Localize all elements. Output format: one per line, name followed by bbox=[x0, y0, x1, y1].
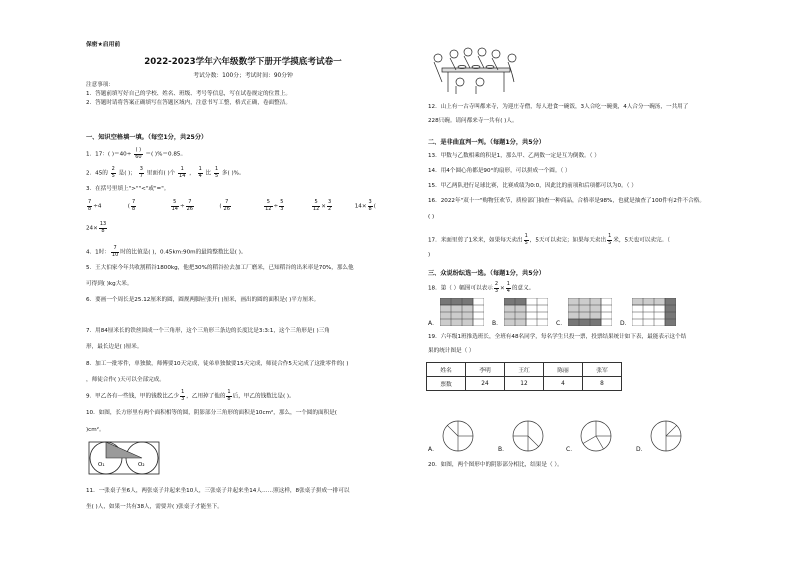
q19-option-d-pie[interactable] bbox=[650, 420, 682, 452]
numerator: 1 bbox=[506, 281, 510, 287]
exam-title: 2022-2023学年六年级数学下册开学摸底考试卷一 bbox=[144, 57, 342, 67]
o2-label: O₂ bbox=[138, 462, 145, 468]
question-8-line: 8．加工一批零件，单独做，师傅要10天完成，徒弟单独做要15天完成，师徒合作5天完成了这批零件的( ) bbox=[86, 361, 349, 367]
operand: 24× bbox=[86, 225, 98, 232]
section-2-heading: 二、是非曲直判一判。（每题1分，共5分） bbox=[428, 139, 545, 146]
question-3: 3．在括号里填上">""<"或"="。 bbox=[86, 186, 170, 192]
q19-option-c-label[interactable]: C． bbox=[566, 446, 577, 453]
denominator: 5 bbox=[608, 239, 612, 246]
q17-part: 米，5天也可以卖完。（ bbox=[613, 237, 670, 244]
fraction bbox=[494, 282, 499, 294]
q1-fraction bbox=[134, 148, 142, 160]
q2-part: 是( )； bbox=[118, 170, 136, 177]
question-5-line: 可得到( )kg大米。 bbox=[86, 281, 133, 287]
operand: 4 bbox=[97, 203, 102, 210]
fraction bbox=[506, 282, 511, 294]
q9-part: ，乙用掉了他的 bbox=[186, 393, 226, 400]
question-20: 20．如图，两个图形中的阴影部分相比，结果是（ ）。 bbox=[428, 462, 563, 468]
question-11-line: 坐( )人，如果一共有38人，需要并( )张桌子才能坐下。 bbox=[86, 504, 223, 510]
operator: ÷ bbox=[273, 203, 279, 210]
denominator: 5 bbox=[524, 239, 528, 246]
denominator: 3 bbox=[280, 205, 284, 212]
numerator: 7 bbox=[88, 199, 92, 205]
denominator: 5 bbox=[111, 172, 115, 179]
table-row bbox=[427, 363, 622, 377]
q9-part: 后，甲乙的钱数比是( )。 bbox=[232, 393, 295, 400]
q18-option-a-grid[interactable] bbox=[440, 298, 484, 326]
q2-fraction bbox=[111, 167, 116, 179]
denominator: 7 bbox=[139, 172, 143, 179]
numerator: 13 bbox=[99, 221, 107, 227]
q1-part: 1．17：( bbox=[86, 151, 111, 158]
table-header-cell: 姓名 bbox=[427, 363, 466, 377]
table-cell: 4 bbox=[544, 377, 583, 391]
confidential-label: 保密★启用前 bbox=[86, 42, 121, 48]
denominator: 4 bbox=[506, 287, 510, 294]
temple-dining-illustration bbox=[428, 44, 523, 96]
paren: ( bbox=[373, 203, 376, 210]
fraction bbox=[99, 222, 107, 234]
question-7-line: 形，最长边是( )厘米。 bbox=[86, 344, 143, 350]
q3-item bbox=[219, 200, 261, 212]
section-3-heading: 三、众说纷纭选一选。（每题1分，共5分） bbox=[428, 270, 545, 277]
q17-part: 17．米面里剪了1米米，如果每天卖出 bbox=[428, 237, 523, 244]
question-12-line: 12．山上有一古寺叫都来寺，为迎庄寺僧，每人进食一碗饭，3人合吃一碗羹，4人合分一碗汤，一共用了 bbox=[428, 104, 689, 110]
q3-extra bbox=[86, 222, 108, 234]
denominator: 8 bbox=[131, 205, 136, 212]
numerator: 7 bbox=[223, 200, 231, 207]
operand: 14 bbox=[354, 203, 362, 210]
q2-part: 里面有( )个 bbox=[146, 170, 176, 177]
section-1-heading: 一、知识空格填一填。（每空1分，共25分） bbox=[86, 134, 208, 141]
table-header-cell: 陈丽 bbox=[544, 363, 583, 377]
q18-option-c-grid[interactable] bbox=[568, 298, 612, 326]
q18-option-d-label[interactable]: D． bbox=[620, 320, 631, 327]
question-6: 6．要画一个周长是25.12厘米的圆，圆规两脚应张开( )厘米，画出的圆的面积是( )平方厘米。 bbox=[86, 297, 320, 303]
question-19-line: 果的统计图是（ ） bbox=[428, 348, 475, 354]
question-2 bbox=[86, 167, 245, 179]
fraction bbox=[87, 200, 92, 212]
numerator: 5 bbox=[312, 200, 320, 207]
question-17-tail: ) bbox=[428, 252, 431, 258]
note-item: 2．答题时请将答案正确填写在答题区域内，注意书写工整，格式正确，卷面整洁。 bbox=[86, 100, 291, 106]
q18-option-c-label[interactable]: C． bbox=[556, 320, 567, 327]
denominator: 14 bbox=[171, 205, 178, 212]
question-7-line: 7．用84厘米长的铁丝围成一个三角形，这个三角形三条边的长度比是3:3:1，这个三角形是( )三角 bbox=[86, 328, 330, 334]
note-item: 1．答题前填写好自己的学校、姓名、班级、考号等信息，写在试卷规定的位置上。 bbox=[86, 91, 291, 97]
denominator: 8 bbox=[368, 205, 372, 212]
denominator: 26 bbox=[223, 205, 230, 212]
q3-item bbox=[128, 200, 168, 212]
q9-part: 9．甲乙各有一些钱，甲的钱数比乙少 bbox=[86, 393, 180, 400]
q2-fraction bbox=[198, 167, 203, 179]
table-cell: 8 bbox=[583, 377, 622, 391]
table-cell: 24 bbox=[466, 377, 505, 391]
q2-part: 多( )%。 bbox=[221, 170, 245, 177]
denominator: 26 bbox=[186, 205, 193, 212]
numerator: 3 bbox=[327, 199, 332, 205]
question-12-line: 228只碗。请问都来寺一共有( )人。 bbox=[428, 118, 518, 124]
question-18 bbox=[428, 282, 534, 294]
denominator: 2 bbox=[327, 205, 332, 212]
q3-item bbox=[311, 200, 353, 212]
q19-option-d-label[interactable]: D． bbox=[636, 446, 647, 453]
fraction bbox=[186, 200, 194, 212]
numerator: 7 bbox=[111, 246, 119, 253]
fraction bbox=[524, 234, 529, 246]
fraction bbox=[279, 200, 284, 212]
vote-table bbox=[426, 362, 622, 391]
table-row bbox=[427, 377, 622, 391]
q19-option-a-pie[interactable] bbox=[442, 420, 474, 452]
fraction bbox=[111, 246, 119, 258]
q1-denominator: 60 bbox=[135, 153, 142, 160]
fraction bbox=[264, 200, 272, 212]
q19-option-a-label[interactable]: A． bbox=[428, 446, 439, 453]
numerator: 5 bbox=[280, 199, 284, 205]
table-cell: 12 bbox=[505, 377, 544, 391]
numerator: 7 bbox=[131, 199, 136, 205]
operator: × bbox=[361, 203, 367, 210]
notes-heading: 注意事项： bbox=[86, 82, 114, 88]
q19-option-c-pie[interactable] bbox=[580, 420, 612, 452]
shaded-triangle bbox=[106, 442, 142, 458]
numerator: 3 bbox=[139, 166, 143, 172]
numerator: 1 bbox=[227, 389, 231, 395]
q19-option-b-pie[interactable] bbox=[512, 420, 544, 452]
exam-subtitle: 考试分数：100分；考试时间：90分钟 bbox=[193, 73, 293, 79]
q2-part: 比 bbox=[205, 170, 212, 177]
rectangle-circles-figure bbox=[88, 440, 160, 476]
table-header-cell: 张军 bbox=[583, 363, 622, 377]
fraction bbox=[180, 390, 185, 402]
question-5-line: 5．王大伯家今年共收割稻谷1800kg，他把30%的稻谷拉去加工厂磨米，已知稻谷的出米率是70%，那么他 bbox=[86, 265, 354, 271]
q18-part: 18．第（ ）幅图可以表示 bbox=[428, 285, 493, 292]
q4-part: 4．1时： bbox=[86, 249, 110, 256]
question-19-line: 19．六年级1班推选班长，全班有48名同学，每名学生只投一票，投票结果统计如下表，最能表示这个结 bbox=[428, 334, 687, 340]
operator: ÷ bbox=[93, 203, 98, 210]
question-13: 13．甲数与乙数相乘的积是1，那么甲、乙两数一定是互为倒数。（ ） bbox=[428, 153, 600, 159]
paren: ( bbox=[219, 203, 222, 210]
fraction bbox=[223, 200, 231, 212]
operator: × bbox=[321, 203, 326, 210]
denominator: 8 bbox=[101, 227, 105, 234]
q18-option-b-label[interactable]: B． bbox=[492, 320, 503, 327]
numerator: 2 bbox=[111, 166, 115, 172]
q18-option-a-label[interactable]: A． bbox=[428, 320, 439, 327]
q3-comparisons bbox=[86, 200, 396, 212]
denominator: 8 bbox=[88, 205, 92, 212]
operator: ÷ bbox=[179, 203, 185, 210]
denominator: 3 bbox=[494, 287, 499, 294]
q4-part: 时的比值是( )，0.45km:90m的最简整数比是( )。 bbox=[120, 249, 247, 256]
q3-item bbox=[355, 200, 395, 212]
question-15: 15．甲乙两队进行足球比赛，比赛成绩为0:0，因此比的前项和后项都可以为0。（ ） bbox=[428, 183, 637, 189]
numerator: 1 bbox=[178, 167, 186, 174]
paren: ( bbox=[127, 203, 130, 210]
q17-part: ，5天可以卖完；如果每天卖出 bbox=[529, 237, 607, 244]
o1-label: O₁ bbox=[98, 462, 105, 468]
denominator: 8 bbox=[227, 395, 231, 402]
question-1 bbox=[86, 148, 186, 160]
table-header-cell: 王红 bbox=[505, 363, 544, 377]
q18-part: × bbox=[500, 285, 505, 292]
denominator: 14 bbox=[179, 172, 186, 179]
q3-item bbox=[170, 200, 218, 212]
numerator: 1 bbox=[214, 166, 219, 172]
q2-fraction bbox=[214, 167, 219, 179]
denominator: 12 bbox=[265, 205, 272, 212]
numerator: 7 bbox=[186, 200, 194, 207]
table-header-cell: 李明 bbox=[466, 363, 505, 377]
question-14: 14．用4个圆心角都是90°的扇形，可以拼成一个圆。（ ） bbox=[428, 168, 571, 174]
fraction bbox=[312, 200, 320, 212]
numerator: 1 bbox=[198, 166, 202, 172]
question-16-answer: ( ) bbox=[428, 214, 435, 220]
question-10-line: 10．如图，长方形里有两个面积相等的圆，阴影部分三角形的面积是10cm²，那么，一个圆的面积是( bbox=[86, 410, 337, 416]
q19-option-b-label[interactable]: B． bbox=[498, 446, 509, 453]
fraction bbox=[226, 390, 231, 402]
q1-numerator: ( ) bbox=[135, 147, 142, 153]
question-17 bbox=[428, 234, 670, 246]
q18-option-d-grid[interactable] bbox=[632, 298, 676, 326]
q2-fraction bbox=[178, 167, 186, 179]
question-11-line: 11．一张桌子坐6人，两张桌子并起来坐10人，三张桌子并起来坐14人……照这样，8张桌子拼成一排可以 bbox=[86, 488, 350, 494]
numerator: 5 bbox=[264, 200, 272, 207]
fraction bbox=[171, 200, 179, 212]
question-16: 16．2022年"双十一"购物狂欢节，质检部门抽查一种商品，合格率是98%，也就是抽查了100件有2件不合格。 bbox=[428, 198, 705, 204]
q2-fraction bbox=[139, 167, 144, 179]
numerator: 2 bbox=[494, 281, 499, 287]
question-8-line: ，师徒合作( )天可以全部完成。 bbox=[86, 377, 165, 383]
denominator: 3 bbox=[181, 395, 185, 402]
question-10-line: )cm²。 bbox=[86, 427, 105, 433]
denominator: 4 bbox=[198, 172, 202, 179]
question-4 bbox=[86, 246, 246, 258]
q1-part: )＝40÷ bbox=[111, 151, 132, 158]
numerator: 3 bbox=[368, 199, 372, 205]
q1-part: ＝( )%＝0.85。 bbox=[145, 151, 187, 158]
numerator: 1 bbox=[181, 389, 185, 395]
denominator: 10 bbox=[111, 251, 119, 258]
fraction bbox=[368, 200, 373, 212]
q3-item bbox=[263, 200, 309, 212]
fraction bbox=[607, 234, 612, 246]
numerator: 5 bbox=[171, 200, 179, 207]
fraction bbox=[131, 200, 136, 212]
numerator: 1 bbox=[524, 233, 528, 239]
numerator: 1 bbox=[608, 233, 612, 239]
denominator: 5 bbox=[214, 172, 219, 179]
table-row-label: 票数 bbox=[427, 377, 466, 391]
q2-part: ， bbox=[189, 170, 195, 177]
q18-option-b-grid[interactable] bbox=[504, 298, 548, 326]
denominator: 12 bbox=[312, 205, 320, 212]
fraction bbox=[327, 200, 332, 212]
q2-part: 2．45的 bbox=[86, 170, 108, 177]
question-9 bbox=[86, 390, 295, 402]
q3-item bbox=[86, 200, 126, 212]
q18-part: 的意义。 bbox=[511, 285, 535, 292]
